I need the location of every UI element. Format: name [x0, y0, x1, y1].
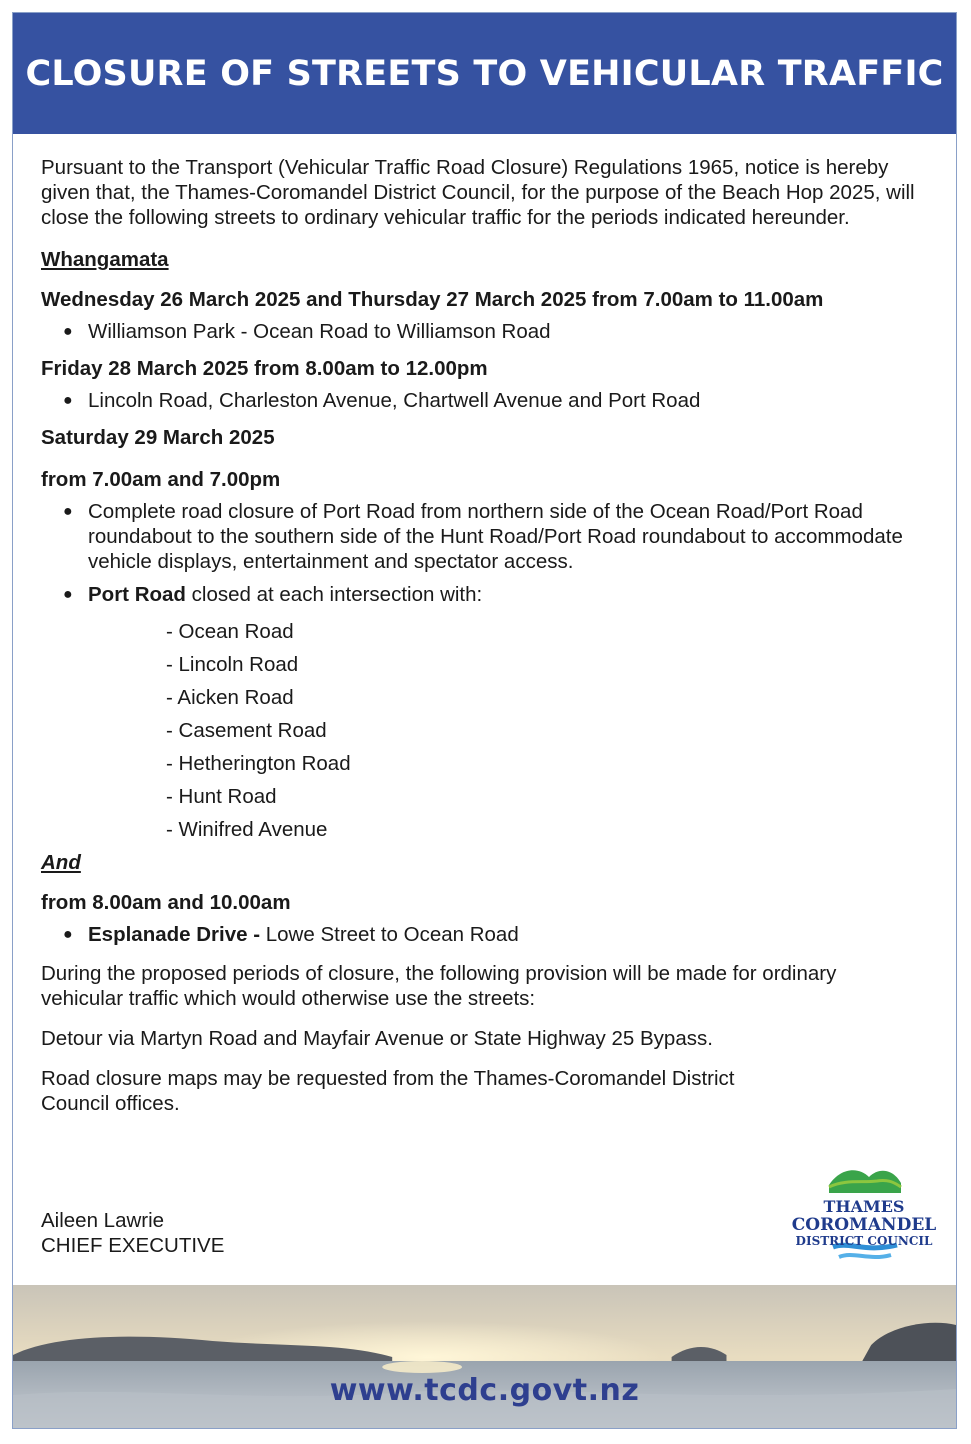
intersection-list [41, 619, 931, 850]
logo-line2: COROMANDEL [791, 1215, 937, 1235]
list-item: ● Port Road closed at each intersection with: [63, 583, 483, 606]
page-title: CLOSURE OF STREETS TO VEHICULAR TRAFFIC [25, 53, 944, 94]
town-heading: Whangamata [41, 248, 169, 271]
detour-paragraph: Detour via Martyn Road and Mayfair Avenue or State Highway 25 Bypass. [41, 1027, 713, 1050]
bullet-icon: ● [63, 503, 73, 520]
list-item: ● Esplanade Drive - Lowe Street to Ocean Road [63, 923, 519, 946]
intersection-item: - Ocean Road [166, 620, 294, 643]
section1-list [41, 319, 931, 344]
list-item: ● Complete road closure of Port Road from northern side of the Ocean Road/Port Road roundabout to the southern side of the Hunt Road/Port Road roundabout to accommodate vehicle displays, entertainment and spectator access. [63, 500, 903, 573]
bullet-icon: ● [63, 926, 73, 943]
maps-paragraph: Road closure maps may be requested from the Thames-Coromandel District Council offices. [41, 1067, 735, 1115]
intersection-item: - Hunt Road [166, 785, 277, 808]
signatory-name: Aileen Lawrie [41, 1209, 165, 1232]
intersection-item: - Aicken Road [166, 686, 294, 709]
website-link[interactable]: www.tcdc.govt.nz [329, 1373, 640, 1408]
section3-list [41, 499, 931, 607]
section3-subheading: from 7.00am and 7.00pm [41, 468, 281, 491]
bullet-icon: ● [63, 586, 73, 603]
intersection-item: - Lincoln Road [166, 653, 299, 676]
intersection-item: - Hetherington Road [166, 752, 351, 775]
council-logo [789, 1163, 939, 1273]
section1-heading: Wednesday 26 March 2025 and Thursday 27 March 2025 from 7.00am to 11.00am [41, 288, 824, 311]
notice-frame [12, 12, 957, 1429]
signatory-title: CHIEF EXECUTIVE [41, 1234, 225, 1257]
logo-line3: DISTRICT COUNCIL [795, 1234, 933, 1248]
provision-paragraph: During the proposed periods of closure, the following provision will be made for ordinary vehicular traffic which would otherwise use the streets: [41, 962, 837, 1010]
intro-paragraph: Pursuant to the Transport (Vehicular Traffic Road Closure) Regulations 1965, notice is hereby given that, the Thames-Coromandel District Council, for the purpose of the Beach Hop 2025, will close the following streets to ordinary vehicular traffic for the periods indicated hereunder. [41, 156, 915, 229]
intersection-item: - Winifred Avenue [166, 818, 328, 841]
section3-heading: Saturday 29 March 2025 [41, 426, 275, 449]
section4-heading: from 8.00am and 10.00am [41, 891, 291, 914]
logo-line1: THAMES [823, 1197, 905, 1216]
header-banner [13, 13, 956, 134]
signoff [41, 1208, 224, 1258]
bullet-icon: ● [63, 323, 73, 340]
section2-list [41, 388, 931, 413]
section2-heading: Friday 28 March 2025 from 8.00am to 12.00pm [41, 357, 488, 380]
section4-list [41, 922, 931, 947]
notice-body [41, 155, 931, 1131]
intersection-item: - Casement Road [166, 719, 327, 742]
list-item: ● Williamson Park - Ocean Road to Williamson Road [63, 320, 551, 343]
bullet-icon: ● [63, 392, 73, 409]
and-label: And [41, 851, 81, 874]
list-item: ● Lincoln Road, Charleston Avenue, Chartwell Avenue and Port Road [63, 389, 701, 412]
